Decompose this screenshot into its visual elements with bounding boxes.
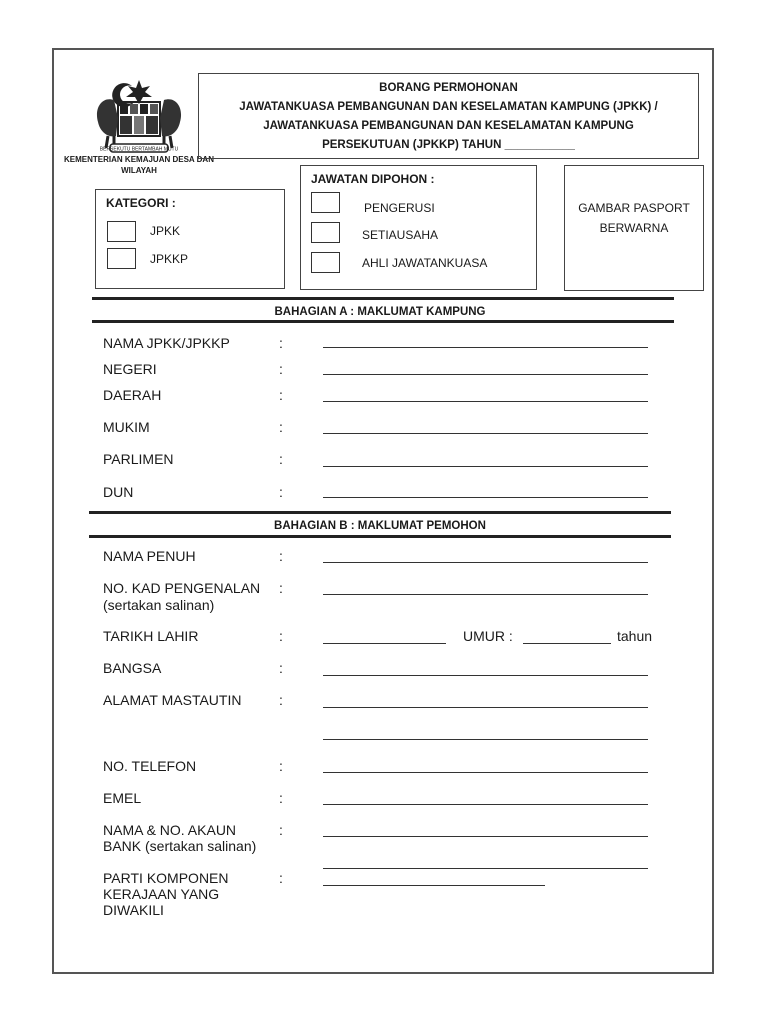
form-title-line-2: JAWATANKUASA PEMBANGUNAN DAN KESELAMATAN KAMPUNG (JPKK) / bbox=[239, 101, 658, 113]
label-mukim: MUKIM bbox=[103, 419, 150, 435]
label-tarikh-lahir: TARIKH LAHIR bbox=[103, 628, 199, 644]
label-daerah: DAERAH bbox=[103, 387, 162, 403]
colon: : bbox=[279, 628, 283, 644]
section-a-title: BAHAGIAN A : MAKLUMAT KAMPUNG bbox=[274, 306, 486, 318]
input-nama-penuh[interactable] bbox=[323, 562, 648, 563]
label-parti-line-3: DIWAKILI bbox=[103, 902, 164, 918]
colon: : bbox=[279, 335, 283, 351]
section-a-bottom-rule bbox=[92, 320, 674, 323]
colon: : bbox=[279, 580, 283, 596]
malaysia-crest-emblem bbox=[84, 78, 194, 160]
colon: : bbox=[279, 660, 283, 676]
input-umur[interactable] bbox=[523, 643, 611, 644]
input-no-telefon[interactable] bbox=[323, 772, 648, 773]
label-kad-pengenalan: NO. KAD PENGENALAN bbox=[103, 580, 261, 596]
jawatan-title: JAWATAN DIPOHON : bbox=[311, 172, 435, 186]
label-akaun-line-2: BANK (sertakan salinan) bbox=[103, 838, 257, 854]
input-bangsa[interactable] bbox=[323, 675, 648, 676]
input-daerah[interactable] bbox=[323, 401, 648, 402]
input-parti-line-2[interactable] bbox=[323, 885, 545, 886]
label-umur: UMUR : bbox=[463, 628, 513, 644]
colon: : bbox=[279, 451, 283, 467]
label-kad-note: (sertakan salinan) bbox=[103, 597, 215, 613]
checkbox-setiausaha[interactable] bbox=[311, 222, 340, 243]
input-nama-jpkk[interactable] bbox=[323, 347, 648, 348]
label-parlimen: PARLIMEN bbox=[103, 451, 174, 467]
input-kad-pengenalan[interactable] bbox=[323, 594, 648, 595]
form-title-line-3: JAWATANKUASA PEMBANGUNAN DAN KESELAMATAN KAMPUNG bbox=[263, 120, 634, 132]
input-dun[interactable] bbox=[323, 497, 648, 498]
section-b-bottom-rule bbox=[89, 535, 671, 538]
input-parti-line-1[interactable] bbox=[323, 868, 648, 869]
option-label-pengerusi: PENGERUSI bbox=[364, 201, 435, 215]
photo-label-line-1: GAMBAR PASPORT bbox=[578, 201, 690, 215]
form-title-box bbox=[198, 73, 699, 159]
label-emel: EMEL bbox=[103, 790, 142, 806]
label-tahun: tahun bbox=[617, 628, 653, 644]
option-label-ahli-jawatankuasa: AHLI JAWATANKUASA bbox=[362, 256, 488, 270]
option-label-jpkk: JPKK bbox=[150, 224, 181, 238]
photo-label-line-2: BERWARNA bbox=[599, 221, 669, 235]
label-parti-line-1: PARTI KOMPONEN bbox=[103, 870, 229, 886]
input-akaun[interactable] bbox=[323, 836, 648, 837]
label-parti-line-2: KERAJAAN YANG bbox=[103, 886, 220, 902]
colon: : bbox=[279, 822, 283, 838]
input-emel[interactable] bbox=[323, 804, 648, 805]
input-alamat-line-2[interactable] bbox=[323, 739, 648, 740]
form-title-line-4: PERSEKUTUAN (JPKKP) TAHUN ___________ bbox=[322, 139, 575, 151]
colon: : bbox=[279, 387, 283, 403]
label-nama-jpkk: NAMA JPKK/JPKKP bbox=[103, 335, 230, 351]
checkbox-pengerusi[interactable] bbox=[311, 192, 340, 213]
ministry-name: KEMENTERIAN KEMAJUAN DESA DAN WILAYAH bbox=[64, 155, 214, 175]
input-parlimen[interactable] bbox=[323, 466, 648, 467]
colon: : bbox=[279, 790, 283, 806]
label-alamat-mastautin: ALAMAT MASTAUTIN bbox=[103, 692, 242, 708]
colon: : bbox=[279, 484, 283, 500]
colon: : bbox=[279, 870, 283, 886]
colon: : bbox=[279, 758, 283, 774]
section-b-top-rule bbox=[89, 511, 671, 514]
checkbox-jpkk[interactable] bbox=[107, 221, 136, 242]
label-dun: DUN bbox=[103, 484, 134, 500]
label-nama-penuh: NAMA PENUH bbox=[103, 548, 196, 564]
option-label-setiausaha: SETIAUSAHA bbox=[362, 228, 439, 242]
colon: : bbox=[279, 692, 283, 708]
form-title-line-1: BORANG PERMOHONAN bbox=[379, 82, 518, 94]
input-tarikh-lahir[interactable] bbox=[323, 643, 446, 644]
label-bangsa: BANGSA bbox=[103, 660, 162, 676]
section-a-top-rule bbox=[92, 297, 674, 300]
label-negeri: NEGERI bbox=[103, 361, 157, 377]
colon: : bbox=[279, 548, 283, 564]
label-akaun-line-1: NAMA & NO. AKAUN bbox=[103, 822, 237, 838]
checkbox-ahli-jawatankuasa[interactable] bbox=[311, 252, 340, 273]
option-label-jpkkp: JPKKP bbox=[150, 252, 189, 266]
passport-photo-box[interactable] bbox=[564, 165, 704, 291]
input-negeri[interactable] bbox=[323, 374, 648, 375]
checkbox-jpkkp[interactable] bbox=[107, 248, 136, 269]
colon: : bbox=[279, 361, 283, 377]
crest-motto: BERSEKUTU BERTAMBAH MUTU bbox=[99, 146, 179, 153]
input-alamat-line-1[interactable] bbox=[323, 707, 648, 708]
label-no-telefon: NO. TELEFON bbox=[103, 758, 197, 774]
kategori-title: KATEGORI : bbox=[106, 196, 176, 210]
colon: : bbox=[279, 419, 283, 435]
section-b-title: BAHAGIAN B : MAKLUMAT PEMOHON bbox=[274, 520, 486, 532]
input-mukim[interactable] bbox=[323, 433, 648, 434]
